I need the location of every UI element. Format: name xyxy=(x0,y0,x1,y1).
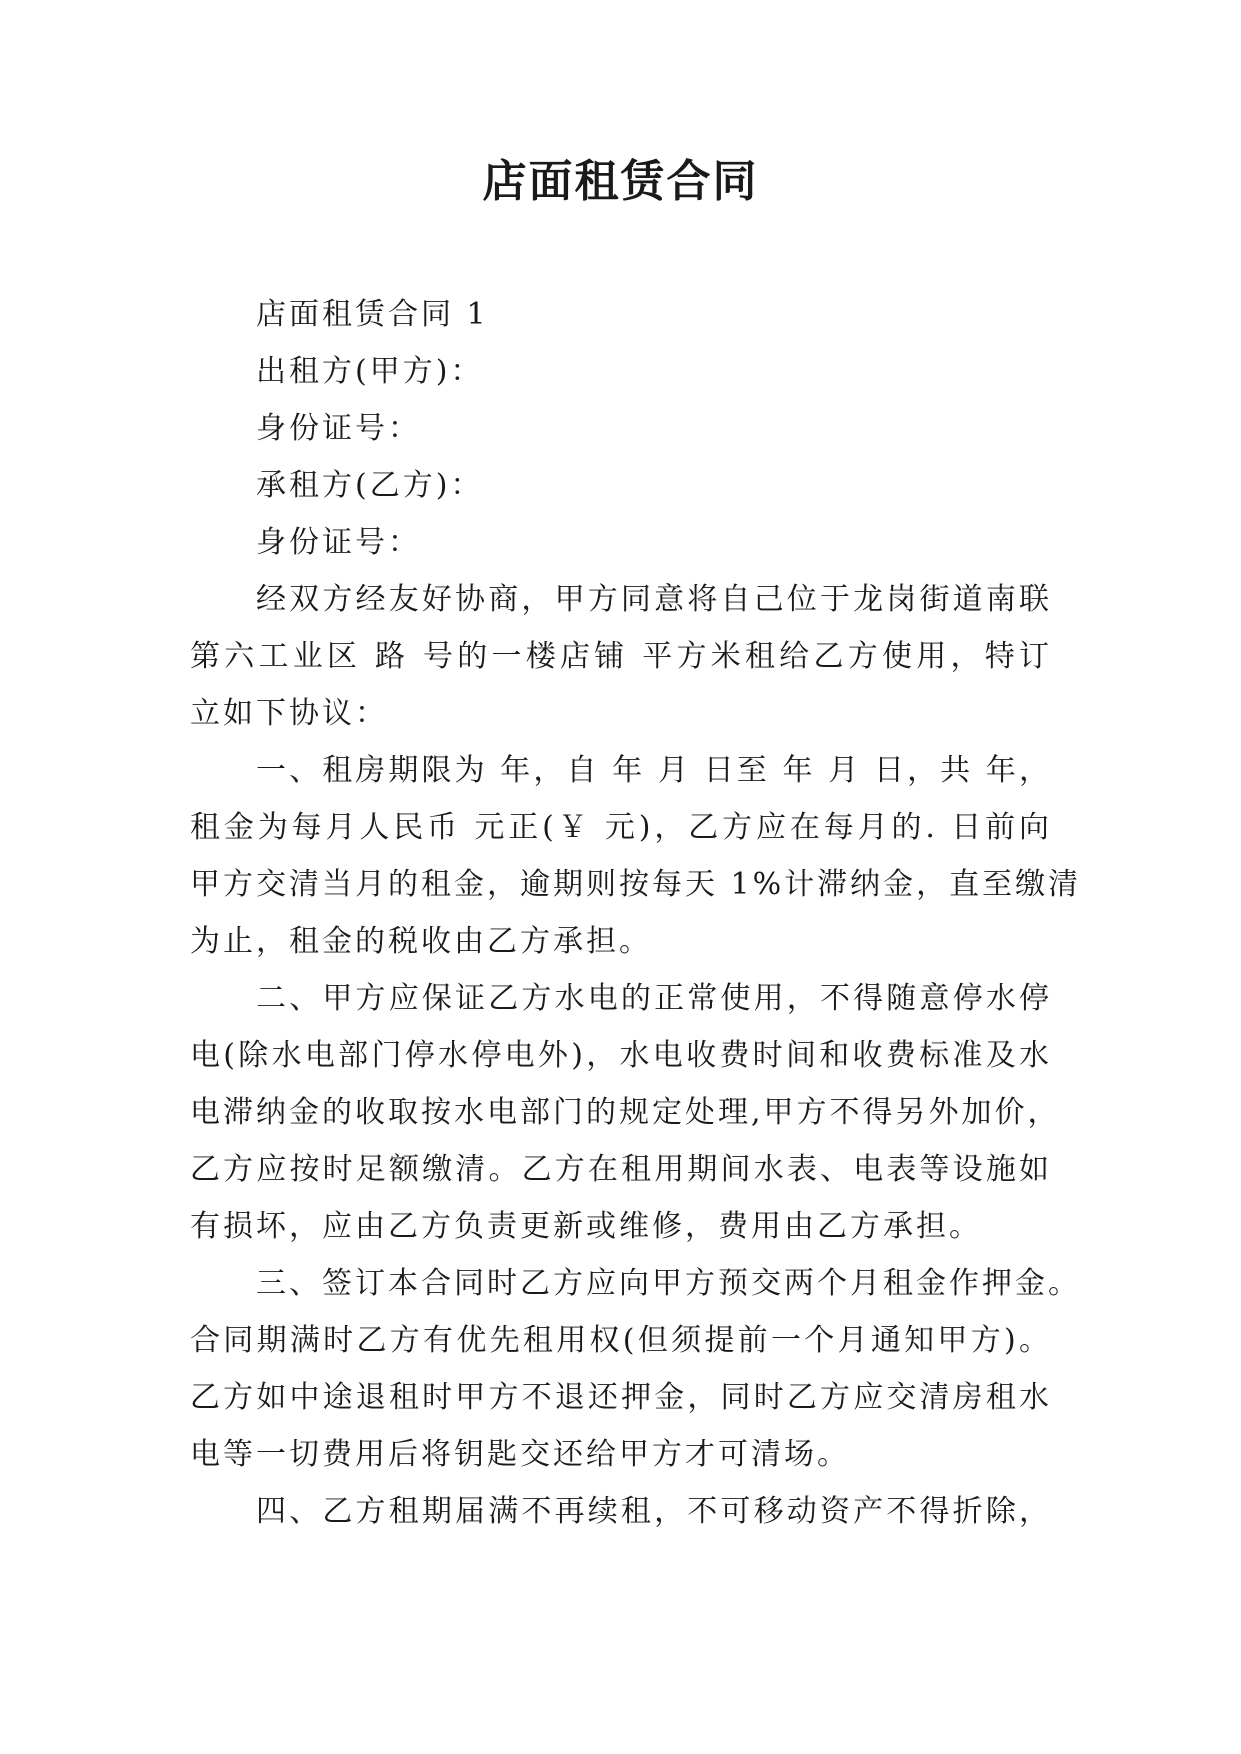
lessee-field: 承租方(乙方)： xyxy=(256,468,484,503)
lessor-field: 出租方(甲方)： xyxy=(256,354,484,389)
clause-3-line: 三、签订本合同时乙方应向甲方预交两个月租金作押金。 xyxy=(256,1266,1081,1301)
preamble-line: 第六工业区 路 号的一楼店铺 平方米租给乙方使用，特订 xyxy=(190,639,1052,674)
clause-3-line: 乙方如中途退租时甲方不退还押金，同时乙方应交清房租水 xyxy=(190,1380,1052,1415)
clause-1-line: 甲方交清当月的租金，逾期则按每天 1%计滞纳金，直至缴清 xyxy=(190,867,1082,902)
clause-1-line: 为止，租金的税收由乙方承担。 xyxy=(190,924,652,959)
clause-2-line: 电滞纳金的收取按水电部门的规定处理,甲方不得另外加价， xyxy=(190,1095,1061,1130)
lessor-id-field: 身份证号： xyxy=(256,411,421,446)
clause-1-line: 一、租房期限为 年，自 年 月 日至 年 月 日，共 年， xyxy=(256,753,1052,788)
document-body xyxy=(190,286,1082,1540)
clause-1-line: 租金为每月人民币 元正(￥ 元)，乙方应在每月的. 日前向 xyxy=(190,810,1052,845)
contract-heading: 店面租赁合同 1 xyxy=(256,297,489,332)
clause-2-line: 有损坏，应由乙方负责更新或维修，费用由乙方承担。 xyxy=(190,1209,982,1244)
preamble-line: 立如下协议： xyxy=(190,696,388,731)
lessee-id-field: 身份证号： xyxy=(256,525,421,560)
clause-2-line: 电(除水电部门停水停电外)，水电收费时间和收费标准及水 xyxy=(190,1038,1052,1073)
document-title: 店面租赁合同 xyxy=(482,156,759,207)
clause-2-line: 乙方应按时足额缴清。乙方在租用期间水表、电表等设施如 xyxy=(190,1152,1052,1187)
clause-3-line: 合同期满时乙方有优先租用权(但须提前一个月通知甲方)。 xyxy=(190,1323,1052,1358)
clause-2-line: 二、甲方应保证乙方水电的正常使用，不得随意停水停 xyxy=(256,981,1052,1016)
clause-4-line: 四、乙方租期届满不再续租，不可移动资产不得折除， xyxy=(256,1494,1052,1529)
preamble-line: 经双方经友好协商，甲方同意将自己位于龙岗街道南联 xyxy=(256,582,1052,617)
clause-3-line: 电等一切费用后将钥匙交还给甲方才可清场。 xyxy=(190,1437,850,1472)
